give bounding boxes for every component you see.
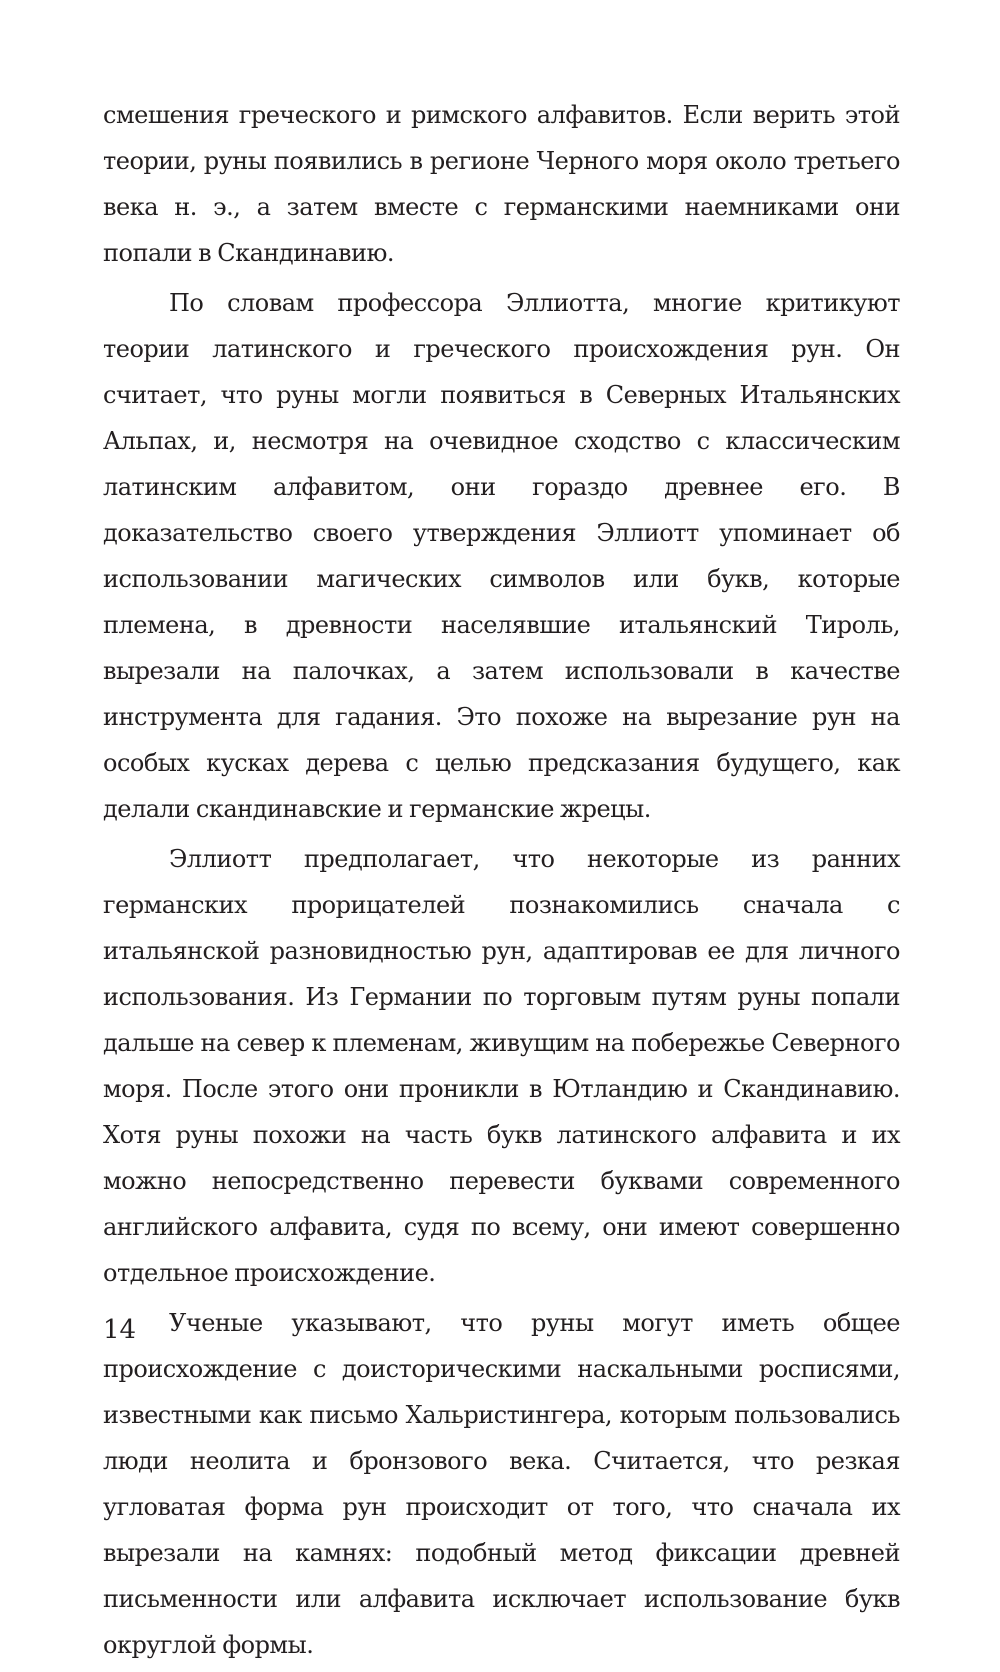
body-text: [103, 92, 900, 1672]
paragraph-3: Эллиотт предполагает, что некоторые из ранних германских прорицателей познакомились сначала с итальянской разновидностью рун, адаптировав ее для личного использования. Из Германии по торговым путям руны попали дальше на север к племенам, живущим на побережье Северного моря. После этого они проникли в Ютландию и Скандинавию. Хотя руны похожи на часть букв латинского алфавита и их можно непосредственно перевести буквами современного английского алфавита, судя по всему, они имеют совершенно отдельное происхождение.: [103, 845, 900, 1287]
paragraph-2: По словам профессора Эллиотта, многие критикуют теории латинского и греческого происхождения рун. Он считает, что руны могли появиться в Северных Итальянских Альпах, и, несмотря на очевидное сходство с классическим латинским алфавитом, они гораздо древнее его. В доказательство своего утверждения Эллиотт упоминает об использовании магических символов или букв, которые племена, в древности населявшие итальянский Тироль, вырезали на палочках, а затем использовали в качестве инструмента для гадания. Это похоже на вырезание рун на особых кусках дерева с целью предсказания будущего, как делали скандинавские и германские жрецы.: [103, 289, 900, 823]
page-number: 14: [103, 1315, 137, 1345]
paragraph-1: смешения греческого и римского алфавитов. Если верить этой теории, руны появились в регионе Черного моря около третьего века н. э., а затем вместе с германскими наемниками они попали в Скандинавию.: [103, 101, 900, 267]
paragraph-4: Ученые указывают, что руны могут иметь общее происхождение с доисторическими наскальными росписями, известными как письмо Хальристингера, которым пользовались люди неолита и бронзового века. Считается, что резкая угловатая форма рун происходит от того, что сначала их вырезали на камнях: подобный метод фиксации древней письменности или алфавита исключает использование букв округлой формы.: [103, 1309, 900, 1659]
